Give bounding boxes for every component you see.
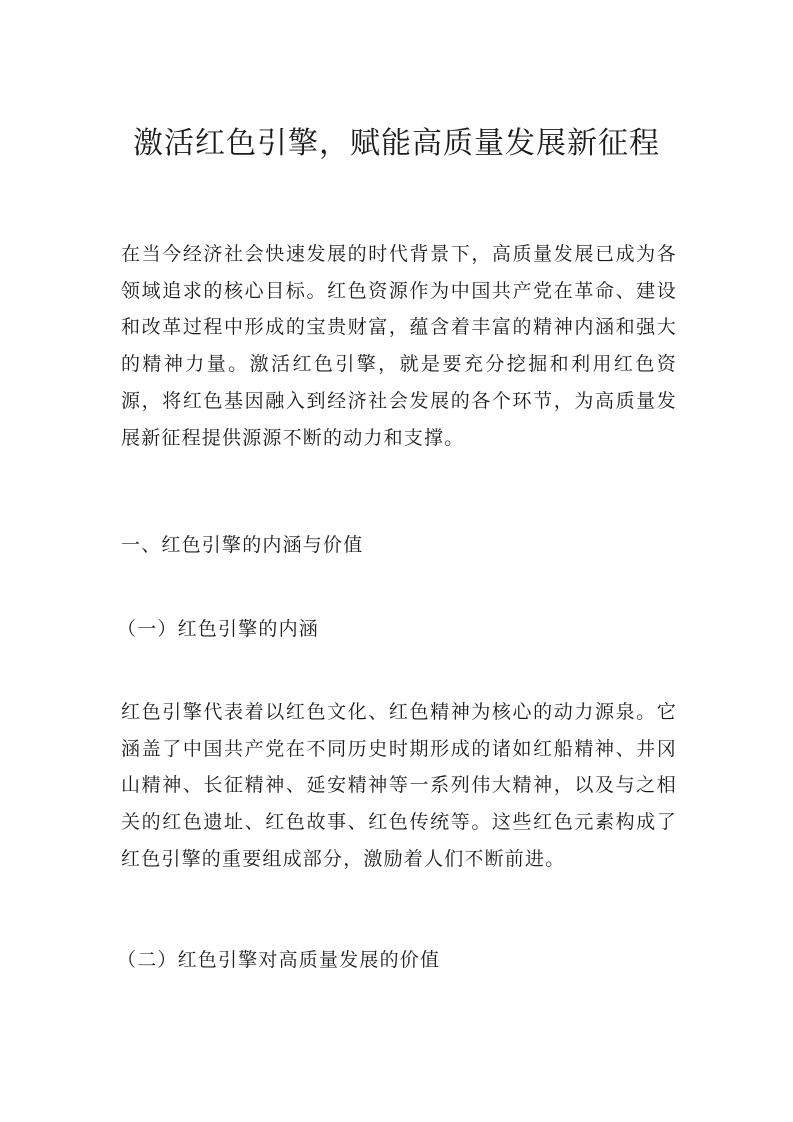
document-title: 激活红色引擎，赋能高质量发展新征程 — [133, 126, 660, 161]
subsection-1-paragraph: 红色引擎代表着以红色文化、红色精神为核心的动力源泉。它涵盖了中国共产党在不同历史时期形成的诸如红船精神、井冈山精神、长征精神、延安精神等一系列伟大精神，以及与之相关的红色遗址、红色故事、红色传统等。这些红色元素构成了红色引擎的重要组成部分，激励着人们不断前进。 — [121, 701, 677, 870]
subsection-heading-1: （一）红色引擎的内涵 — [117, 618, 320, 640]
subsection-heading-2: （二）红色引擎对高质量发展的价值 — [117, 949, 441, 971]
section-heading-1: 一、红色引擎的内涵与价值 — [121, 534, 364, 556]
intro-paragraph: 在当今经济社会快速发展的时代背景下，高质量发展已成为各领域追求的核心目标。红色资源作为中国共产党在革命、建设和改革过程中形成的宝贵财富，蕴含着丰富的精神内涵和强大的精神力量。激活红色引擎，就是要充分挖掘和利用红色资源，将红色基因融入到经济社会发展的各个环节，为高质量发展新征程提供源源不断的动力和支撑。 — [121, 243, 677, 449]
